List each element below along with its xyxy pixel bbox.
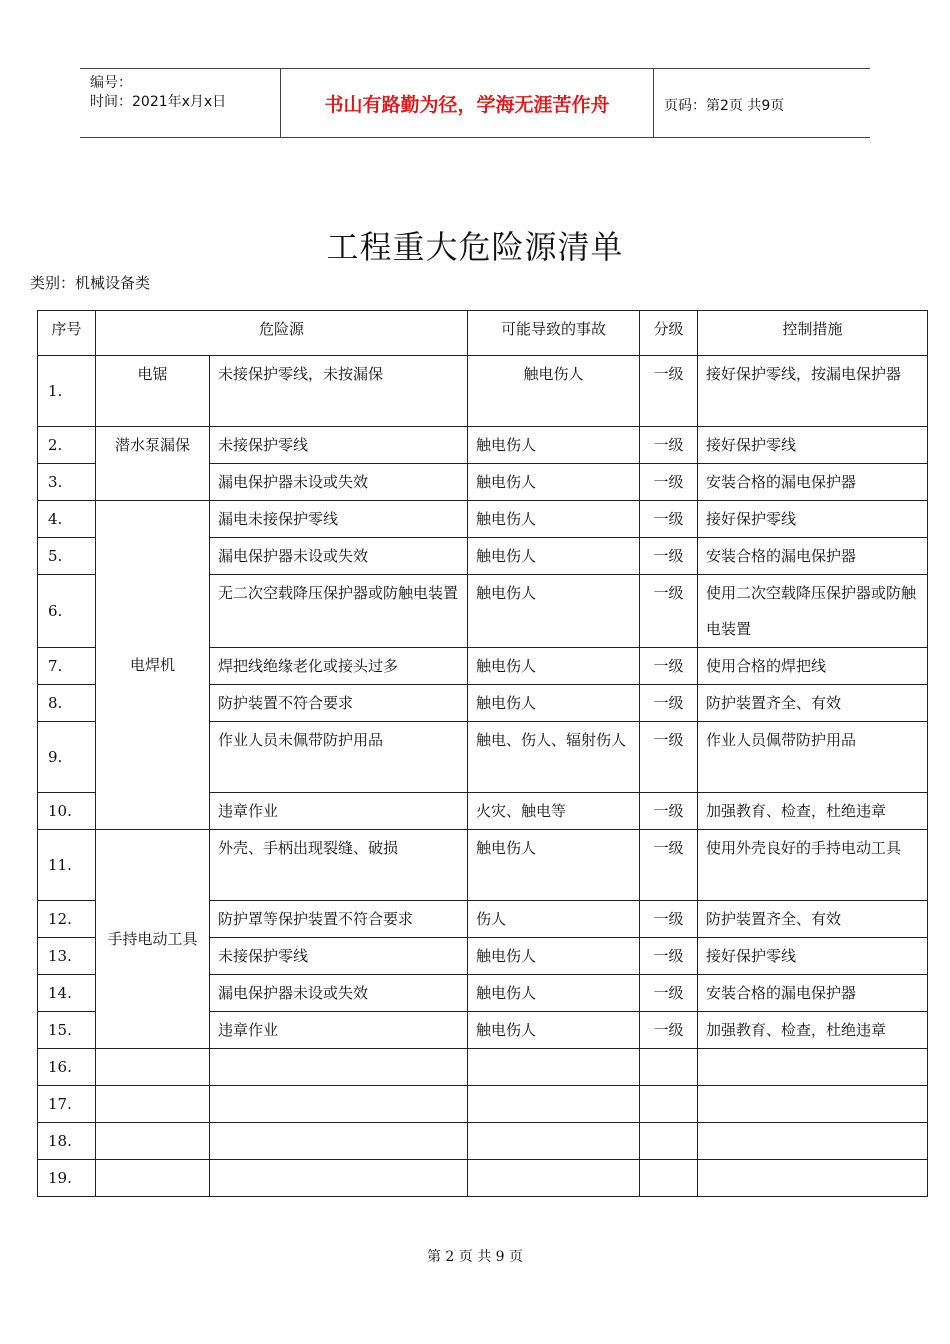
document-time-label: 时间：2021年x月x日 <box>90 94 227 110</box>
empty-cell <box>640 1086 698 1123</box>
level-cell: 一级 <box>640 901 698 938</box>
empty-cell <box>210 1049 468 1086</box>
row-number: 7. <box>38 648 96 685</box>
row-number: 19. <box>38 1160 96 1197</box>
page-header <box>80 68 870 138</box>
empty-cell <box>698 1160 928 1197</box>
hazard-cell: 违章作业 <box>210 793 468 830</box>
group-hand-tool: 手持电动工具 <box>96 830 210 1049</box>
group-welder: 电焊机 <box>96 501 210 830</box>
empty-cell <box>210 1086 468 1123</box>
empty-cell <box>640 1049 698 1086</box>
control-cell: 安装合格的漏电保护器 <box>698 538 928 575</box>
level-cell: 一级 <box>640 685 698 722</box>
control-cell: 接好保护零线，按漏电保护器 <box>698 356 928 427</box>
level-cell: 一级 <box>640 722 698 793</box>
accident-cell: 触电伤人 <box>468 464 640 501</box>
row-number: 6. <box>38 575 96 648</box>
control-cell: 防护装置齐全、有效 <box>698 901 928 938</box>
control-cell: 接好保护零线 <box>698 501 928 538</box>
empty-cell <box>698 1049 928 1086</box>
table-row <box>38 427 928 464</box>
row-number: 17. <box>38 1086 96 1123</box>
level-cell: 一级 <box>640 1012 698 1049</box>
table-row <box>38 356 928 427</box>
empty-cell <box>468 1049 640 1086</box>
hazard-cell: 漏电保护器未设或失效 <box>210 975 468 1012</box>
empty-cell <box>96 1049 210 1086</box>
level-cell: 一级 <box>640 575 698 648</box>
hazard-cell: 未接保护零线 <box>210 938 468 975</box>
row-number: 2. <box>38 427 96 464</box>
empty-cell <box>96 1086 210 1123</box>
control-cell: 使用合格的焊把线 <box>698 648 928 685</box>
level-cell: 一级 <box>640 793 698 830</box>
empty-cell <box>468 1160 640 1197</box>
hazard-cell: 作业人员未佩带防护用品 <box>210 722 468 793</box>
row-number: 18. <box>38 1123 96 1160</box>
hazard-cell: 防护罩等保护装置不符合要求 <box>210 901 468 938</box>
empty-cell <box>468 1086 640 1123</box>
header-meta <box>80 69 281 137</box>
table-row-empty <box>38 1086 928 1123</box>
accident-cell: 触电伤人 <box>468 356 640 427</box>
row-number: 12. <box>38 901 96 938</box>
empty-cell <box>640 1160 698 1197</box>
row-number: 9. <box>38 722 96 793</box>
hazard-cell: 焊把线绝缘老化或接头过多 <box>210 648 468 685</box>
hazard-table <box>37 310 928 1197</box>
level-cell: 一级 <box>640 648 698 685</box>
control-cell: 防护装置齐全、有效 <box>698 685 928 722</box>
accident-cell: 触电伤人 <box>468 501 640 538</box>
level-cell: 一级 <box>640 464 698 501</box>
level-cell: 一级 <box>640 501 698 538</box>
header-hazard: 危险源 <box>96 311 468 356</box>
level-cell: 一级 <box>640 830 698 901</box>
level-cell: 一级 <box>640 538 698 575</box>
header-no: 序号 <box>38 311 96 356</box>
control-cell: 安装合格的漏电保护器 <box>698 464 928 501</box>
accident-cell: 触电伤人 <box>468 575 640 648</box>
row-number: 3. <box>38 464 96 501</box>
level-cell: 一级 <box>640 356 698 427</box>
accident-cell: 触电伤人 <box>468 648 640 685</box>
table-row <box>38 830 928 901</box>
empty-cell <box>698 1123 928 1160</box>
row-number: 13. <box>38 938 96 975</box>
control-cell: 加强教育、检查，杜绝违章 <box>698 1012 928 1049</box>
empty-cell <box>96 1123 210 1160</box>
control-cell: 使用外壳良好的手持电动工具 <box>698 830 928 901</box>
accident-cell: 触电伤人 <box>468 538 640 575</box>
control-cell: 作业人员佩带防护用品 <box>698 722 928 793</box>
row-number: 16. <box>38 1049 96 1086</box>
empty-cell <box>210 1160 468 1197</box>
header-page-info: 页码：第2页 共9页 <box>664 98 785 114</box>
row-number: 8. <box>38 685 96 722</box>
control-cell: 接好保护零线 <box>698 938 928 975</box>
accident-cell: 火灾、触电等 <box>468 793 640 830</box>
accident-cell: 伤人 <box>468 901 640 938</box>
table-row-empty <box>38 1160 928 1197</box>
level-cell: 一级 <box>640 938 698 975</box>
empty-cell <box>698 1086 928 1123</box>
page-title: 工程重大危险源清单 <box>326 228 624 266</box>
accident-cell: 触电伤人 <box>468 938 640 975</box>
hazard-cell: 未接保护零线 <box>210 427 468 464</box>
page-footer: 第 2 页 共 9 页 <box>426 1249 524 1265</box>
accident-cell: 触电伤人 <box>468 830 640 901</box>
table-row-empty <box>38 1049 928 1086</box>
document-number-label: 编号： <box>90 75 132 91</box>
empty-cell <box>96 1160 210 1197</box>
hazard-cell: 无二次空载降压保护器或防触电装置 <box>210 575 468 648</box>
empty-cell <box>210 1123 468 1160</box>
header-accident: 可能导致的事故 <box>468 311 640 356</box>
hazard-cell: 未接保护零线，未按漏保 <box>210 356 468 427</box>
hazard-cell: 漏电未接保护零线 <box>210 501 468 538</box>
table-row-empty <box>38 1123 928 1160</box>
control-cell: 使用二次空载降压保护器或防触电装置 <box>698 575 928 648</box>
level-cell: 一级 <box>640 427 698 464</box>
group-pump: 潜水泵漏保 <box>96 427 210 501</box>
table-header-row <box>38 311 928 356</box>
control-cell: 加强教育、检查，杜绝违章 <box>698 793 928 830</box>
row-number: 5. <box>38 538 96 575</box>
row-number: 11. <box>38 830 96 901</box>
hazard-cell: 漏电保护器未设或失效 <box>210 464 468 501</box>
row-number: 15. <box>38 1012 96 1049</box>
row-number: 10. <box>38 793 96 830</box>
empty-cell <box>468 1123 640 1160</box>
accident-cell: 触电伤人 <box>468 975 640 1012</box>
header-control: 控制措施 <box>698 311 928 356</box>
header-motto: 书山有路勤为径，学海无涯苦作舟 <box>281 69 654 137</box>
group-saw: 电锯 <box>96 356 210 427</box>
hazard-cell: 外壳、手柄出现裂缝、破损 <box>210 830 468 901</box>
control-cell: 接好保护零线 <box>698 427 928 464</box>
control-cell: 安装合格的漏电保护器 <box>698 975 928 1012</box>
level-cell: 一级 <box>640 975 698 1012</box>
row-number: 1. <box>38 356 96 427</box>
empty-cell <box>640 1123 698 1160</box>
category-label: 类别：机械设备类 <box>30 274 151 292</box>
accident-cell: 触电、伤人、辐射伤人 <box>468 722 640 793</box>
hazard-cell: 防护装置不符合要求 <box>210 685 468 722</box>
table-row <box>38 501 928 538</box>
row-number: 4. <box>38 501 96 538</box>
accident-cell: 触电伤人 <box>468 685 640 722</box>
accident-cell: 触电伤人 <box>468 1012 640 1049</box>
header-level: 分级 <box>640 311 698 356</box>
hazard-cell: 漏电保护器未设或失效 <box>210 538 468 575</box>
hazard-cell: 违章作业 <box>210 1012 468 1049</box>
row-number: 14. <box>38 975 96 1012</box>
accident-cell: 触电伤人 <box>468 427 640 464</box>
